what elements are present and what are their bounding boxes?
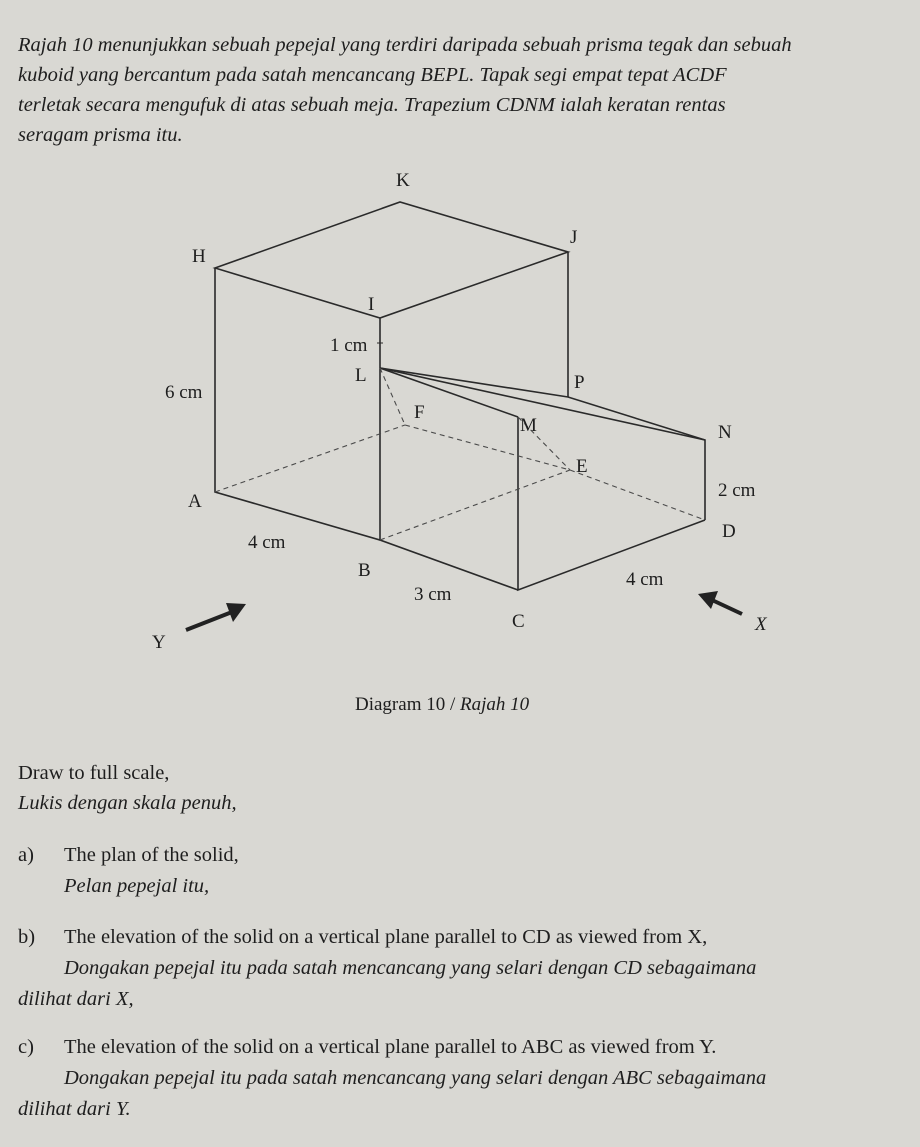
label-4cm-left: 4 cm xyxy=(248,532,286,553)
label-I: I xyxy=(368,294,375,315)
label-L: L xyxy=(355,365,367,386)
intro-line-3: terletak secara mengufuk di atas sebuah meja. Trapezium CDNM ialah keratan rentas xyxy=(18,94,726,116)
label-P: P xyxy=(574,372,585,393)
caption-separator: / xyxy=(445,694,461,715)
question-b-ms-2: dilihat dari X, xyxy=(18,988,134,1010)
question-b-en: The elevation of the solid on a vertical plane parallel to CD as viewed from X, xyxy=(64,926,708,948)
label-N: N xyxy=(718,422,732,443)
label-M: M xyxy=(520,415,537,436)
intro-line-4: seragam prisma itu. xyxy=(18,124,183,146)
label-A: A xyxy=(188,491,202,512)
question-c-en: The elevation of the solid on a vertical plane parallel to ABC as viewed from Y. xyxy=(64,1036,717,1058)
question-b-text xyxy=(64,922,900,984)
label-C: C xyxy=(512,611,525,632)
label-E: E xyxy=(576,456,588,477)
label-2cm: 2 cm xyxy=(718,480,756,501)
label-view-X: X xyxy=(755,614,767,635)
view-arrow-y xyxy=(186,603,246,630)
caption-en: Diagram 10 xyxy=(355,694,446,715)
view-arrow-x xyxy=(698,591,742,614)
label-view-Y: Y xyxy=(152,632,166,653)
question-a-label: a) xyxy=(18,844,34,866)
label-K: K xyxy=(396,170,410,191)
question-c-text xyxy=(64,1032,900,1094)
intro-line-2: kuboid yang bercantum pada satah mencancang BEPL. Tapak segi empat tepat ACDF xyxy=(18,64,727,86)
question-a xyxy=(0,840,920,910)
label-1cm: 1 cm xyxy=(330,335,368,356)
label-4cm-right: 4 cm xyxy=(626,569,664,590)
instruction-ms: Lukis dengan skala penuh, xyxy=(18,792,237,814)
label-B: B xyxy=(358,560,371,581)
question-b-label: b) xyxy=(18,926,36,948)
solid-diagram xyxy=(0,160,920,680)
instruction-en: Draw to full scale, xyxy=(18,762,170,784)
label-H: H xyxy=(192,246,206,267)
solid-solid-edges xyxy=(215,202,705,590)
intro-line-1: Rajah 10 menunjukkan sebuah pepejal yang terdiri daripada sebuah prisma tegak dan sebuah xyxy=(18,34,792,56)
diagram-caption xyxy=(355,694,529,716)
label-3cm: 3 cm xyxy=(414,584,452,605)
question-c-ms-2: dilihat dari Y. xyxy=(18,1098,131,1120)
question-c-ms-1: Dongakan pepejal itu pada satah mencancang yang selari dengan ABC sebagaimana xyxy=(64,1067,767,1089)
instruction xyxy=(18,758,237,818)
question-a-text xyxy=(64,840,900,902)
label-6cm: 6 cm xyxy=(165,382,203,403)
question-c xyxy=(0,1032,920,1102)
question-a-ms: Pelan pepejal itu, xyxy=(64,875,210,897)
label-F: F xyxy=(414,402,425,423)
question-a-en: The plan of the solid, xyxy=(64,844,239,866)
question-b xyxy=(0,922,920,1022)
question-c-label: c) xyxy=(18,1036,34,1058)
caption-ms: Rajah 10 xyxy=(460,694,530,715)
problem-statement xyxy=(18,30,898,150)
label-D: D xyxy=(722,521,736,542)
label-J: J xyxy=(570,227,578,248)
question-b-ms-1: Dongakan pepejal itu pada satah mencancang yang selari dengan CD sebagaimana xyxy=(64,957,757,979)
